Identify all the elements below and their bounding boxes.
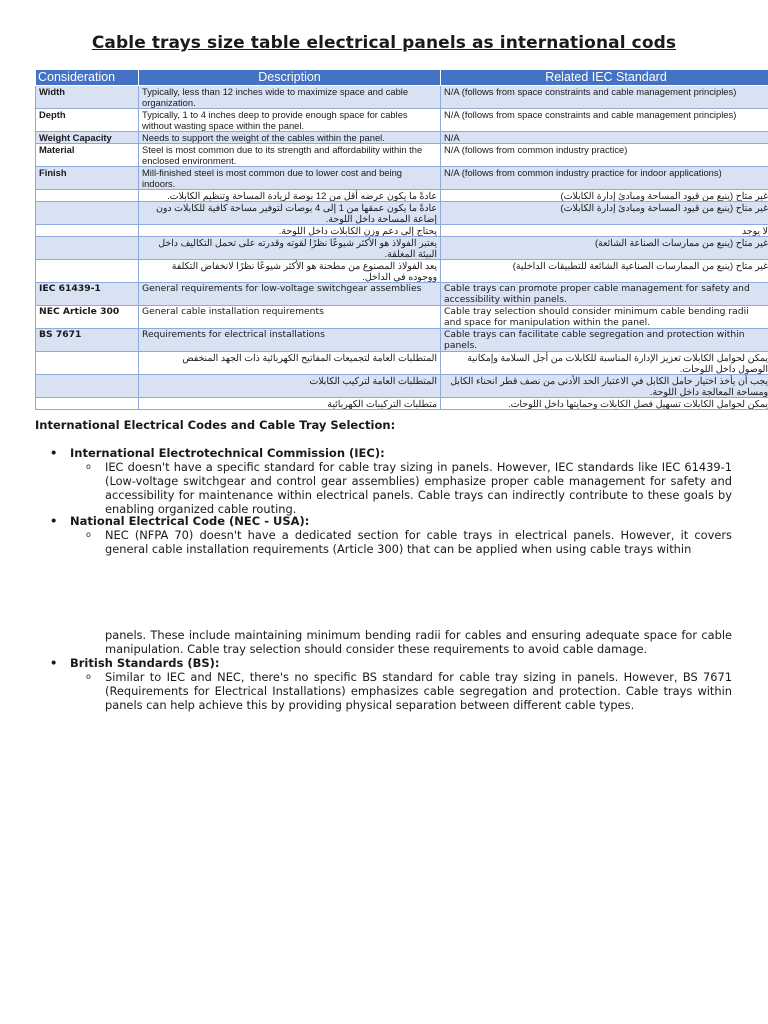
table-row: [36, 352, 768, 375]
table-row: [36, 109, 768, 132]
cell-description: المتطلبات العامة لتركيب الكابلات: [139, 375, 441, 398]
cell-consideration: [36, 237, 139, 260]
header-description: Description: [139, 70, 441, 86]
cell-consideration: Finish: [36, 167, 139, 190]
bullet-icon: •: [50, 514, 58, 528]
sub-list-item: [86, 528, 732, 556]
cell-standard: N/A (follows from space constraints and cable management principles): [441, 86, 768, 109]
table-row: [36, 86, 768, 109]
table-row: [36, 167, 768, 190]
cable-tray-table: [35, 69, 768, 410]
bullet-icon: •: [50, 656, 58, 670]
cell-standard: N/A (follows from common industry practice): [441, 144, 768, 167]
cell-description: عادةً ما يكون عمقها من 1 إلى 4 بوصات لتوفير مساحة كافية للكابلات دون إضاعة المساحة داخل اللوحة.: [139, 202, 441, 225]
cell-description: Mill-finished steel is most common due to lower cost and being indoors.: [139, 167, 441, 190]
table-row: [36, 225, 768, 237]
table-row: [36, 260, 768, 283]
circle-bullet-icon: o: [86, 672, 91, 681]
list-text: Similar to IEC and NEC, there's no specific BS standard for cable tray sizing in panels. However, BS 7671 (Requirements for Electrical Installations) emphasizes cable segregation and protection. Cable trays within panels can help achieve this by providing physical separation between different cable types.: [105, 670, 732, 712]
sub-list-item: [86, 460, 732, 516]
circle-bullet-icon: o: [86, 530, 91, 539]
cell-standard: Cable tray selection should consider minimum cable bending radii and space for manipulation within the panel.: [441, 306, 768, 329]
cell-description: Typically, 1 to 4 inches deep to provide enough space for cables without wasting space within the panel.: [139, 109, 441, 132]
list-heading: British Standards (BS):: [70, 656, 220, 670]
cell-consideration: NEC Article 300: [36, 306, 139, 329]
cell-standard: غير متاح (ينبع من قيود المساحة ومبادئ إدارة الكابلات): [441, 190, 768, 202]
list-item: [50, 656, 219, 670]
table-row: [36, 132, 768, 144]
cell-description: General requirements for low-voltage switchgear assemblies: [139, 283, 441, 306]
cell-description: متطلبات التركيبات الكهربائية: [139, 398, 441, 410]
table-row: [36, 190, 768, 202]
cell-description: يعتبر الفولاذ هو الأكثر شيوعًا نظرًا لقوته وقدرته على تحمل التكاليف داخل البيئة المغلقة.: [139, 237, 441, 260]
cell-standard: يمكن لحوامل الكابلات تعزيز الإدارة المناسبة للكابلات من أجل السلامة وإمكانية الوصول داخل اللوحات.: [441, 352, 768, 375]
cell-consideration: [36, 375, 139, 398]
cell-consideration: IEC 61439-1: [36, 283, 139, 306]
sub-list-item: [86, 670, 732, 712]
table-row: [36, 237, 768, 260]
list-text: panels. These include maintaining minimum bending radii for cables and ensuring adequate space for cable manipulation. Cable tray selection should consider these requirements to avoid cable damage.: [105, 628, 732, 656]
cell-standard: غير متاح (ينبع من ممارسات الصناعة الشائعة): [441, 237, 768, 260]
cell-standard: لا يوجد: [441, 225, 768, 237]
list-text: IEC doesn't have a specific standard for cable tray sizing in panels. However, IEC standards like IEC 61439-1 (Low-voltage switchgear and control gear assemblies) emphasize proper cable management for safety and accessibility for maintenance within electrical panels. Cable trays can indirectly contribute to these goals by enabling organized cable routing.: [105, 460, 732, 516]
cell-description: Needs to support the weight of the cables within the panel.: [139, 132, 441, 144]
cell-standard: Cable trays can promote proper cable management for safety and accessibility within panels.: [441, 283, 768, 306]
cell-standard: يجب أن يأخذ اختيار حامل الكابل في الاعتبار الحد الأدنى من نصف قطر انحناء الكابل ومساحة المعالجة داخل اللوحة.: [441, 375, 768, 398]
table-row: [36, 398, 768, 410]
cell-consideration: [36, 190, 139, 202]
table-row: [36, 329, 768, 352]
header-consideration: Consideration: [36, 70, 139, 86]
circle-bullet-icon: o: [86, 462, 91, 471]
cell-consideration: Material: [36, 144, 139, 167]
cell-description: General cable installation requirements: [139, 306, 441, 329]
bullet-icon: •: [50, 446, 58, 460]
cell-description: Requirements for electrical installations: [139, 329, 441, 352]
cell-description: Steel is most common due to its strength and affordability within the enclosed environment.: [139, 144, 441, 167]
list-heading: International Electrotechnical Commission (IEC):: [70, 446, 385, 460]
page-title: Cable trays size table electrical panels as international cods: [91, 33, 677, 53]
table-row: [36, 375, 768, 398]
cell-consideration: BS 7671: [36, 329, 139, 352]
table-row: [36, 283, 768, 306]
cell-standard: غير متاح (ينبع من قيود المساحة ومبادئ إدارة الكابلات): [441, 202, 768, 225]
cell-description: Typically, less than 12 inches wide to maximize space and cable organization.: [139, 86, 441, 109]
cell-standard: N/A (follows from space constraints and cable management principles): [441, 109, 768, 132]
cell-consideration: [36, 202, 139, 225]
table-header-row: [36, 70, 768, 86]
cell-standard: N/A (follows from common industry practice for indoor applications): [441, 167, 768, 190]
cell-standard: Cable trays can facilitate cable segregation and protection within panels.: [441, 329, 768, 352]
cell-consideration: [36, 260, 139, 283]
cell-description: المتطلبات العامة لتجميعات المفاتيح الكهربائية ذات الجهد المنخفض: [139, 352, 441, 375]
cell-consideration: [36, 225, 139, 237]
list-item: [50, 514, 309, 528]
list-item: [50, 446, 385, 460]
cell-description: يعد الفولاذ المصنوع من مطحنة هو الأكثر شيوعًا نظرًا لانخفاض التكلفة ووجوده في الداخل.: [139, 260, 441, 283]
cell-consideration: Width: [36, 86, 139, 109]
table-row: [36, 306, 768, 329]
list-text: NEC (NFPA 70) doesn't have a dedicated section for cable trays in electrical panels. However, it covers general cable installation requirements (Article 300) that can be applied when using cable trays within: [105, 528, 732, 556]
cell-consideration: Weight Capacity: [36, 132, 139, 144]
section-title: International Electrical Codes and Cable Tray Selection:: [35, 418, 396, 432]
cell-standard: غير متاح (ينبع من الممارسات الصناعية الشائعة للتطبيقات الداخلية): [441, 260, 768, 283]
table-row: [36, 202, 768, 225]
cell-consideration: [36, 398, 139, 410]
cell-description: يحتاج إلى دعم وزن الكابلات داخل اللوحة.: [139, 225, 441, 237]
header-iec-standard: Related IEC Standard: [441, 70, 768, 86]
cell-standard: N/A: [441, 132, 768, 144]
sub-list-item-continued: [86, 628, 732, 656]
cell-consideration: [36, 352, 139, 375]
cell-consideration: Depth: [36, 109, 139, 132]
cell-standard: يمكن لحوامل الكابلات تسهيل فصل الكابلات وحمايتها داخل اللوحات.: [441, 398, 768, 410]
list-heading: National Electrical Code (NEC - USA):: [70, 514, 310, 528]
cell-description: عادةً ما يكون عرضه أقل من 12 بوصة لزيادة المساحة وتنظيم الكابلات.: [139, 190, 441, 202]
table-row: [36, 144, 768, 167]
